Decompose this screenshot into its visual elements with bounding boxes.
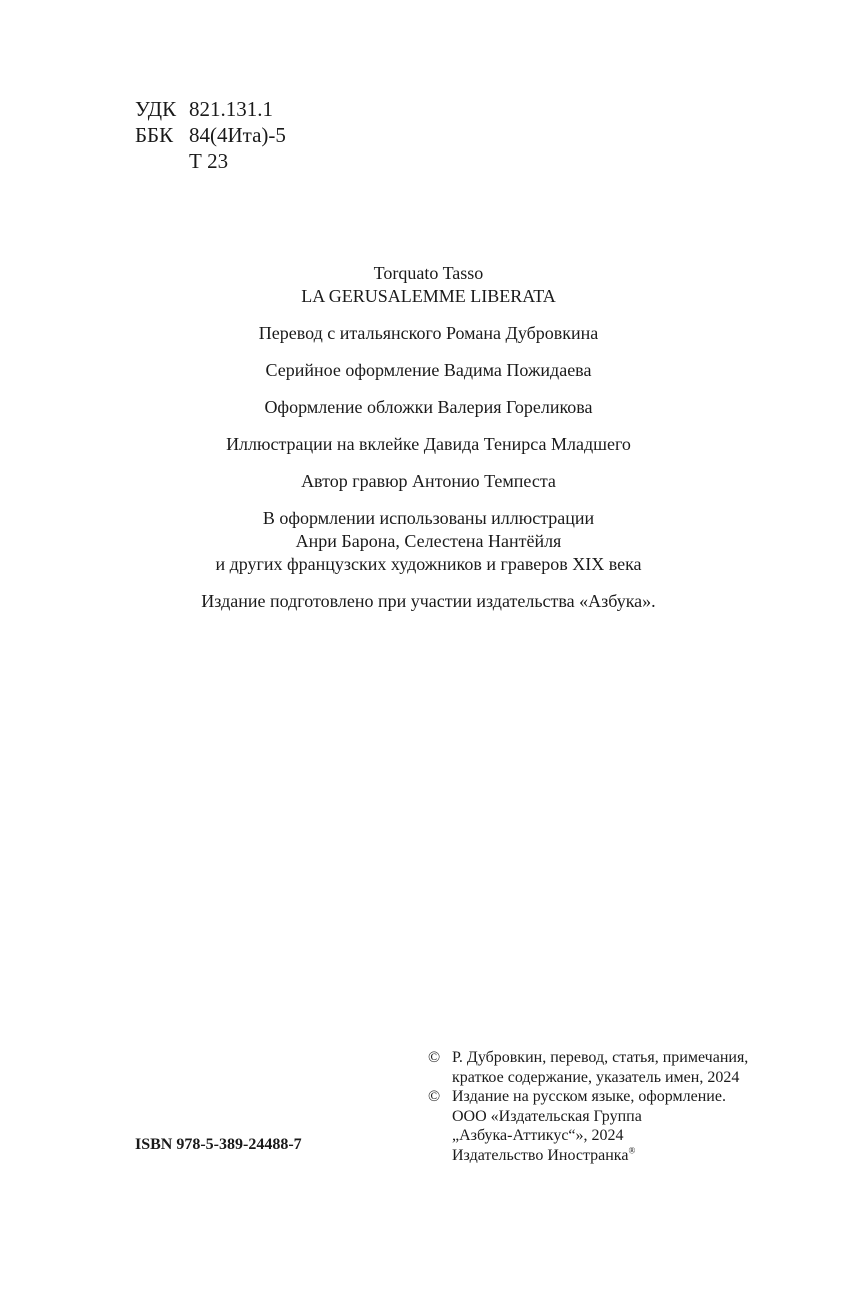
copyright-icon: © <box>428 1049 441 1066</box>
bbk-value: 84(4Ита)-5 <box>189 123 286 147</box>
credit-series-design <box>0 359 857 382</box>
credit-engravings <box>0 470 857 493</box>
credit-line: Серийное оформление Вадима Пожидаева <box>265 360 592 380</box>
bbk-row <box>135 122 286 148</box>
copyright-icon: © <box>428 1088 441 1105</box>
isbn: ISBN 978-5-389-24488-7 <box>135 1136 302 1153</box>
copyright-line: Р. Дубровкин, перевод, статья, примечания, <box>452 1049 749 1066</box>
publisher-note: Издание подготовлено при участии издательства «Азбука». <box>201 591 656 611</box>
classification-block <box>135 96 286 174</box>
illustrations-note-line: и других французских художников и граверов XIX века <box>215 554 642 574</box>
copyright-line: краткое содержание, указатель имен, 2024 <box>452 1068 740 1086</box>
original-title-group <box>0 262 857 308</box>
illustrations-note-line: В оформлении использованы иллюстрации <box>262 508 595 528</box>
credit-line: Иллюстрации на вклейке Давида Тенирса Младшего <box>226 434 631 454</box>
author-mark: Т 23 <box>189 149 229 173</box>
publisher-name: Издательство Иностранка <box>452 1146 629 1164</box>
credit-insert-illustrations <box>0 433 857 456</box>
bbk-label: ББК <box>135 123 174 147</box>
copyright-block <box>428 1048 748 1165</box>
original-author: Torquato Tasso <box>373 263 484 283</box>
copyright-entry-translation <box>428 1048 748 1087</box>
credits-block <box>0 262 857 627</box>
copyright-entry-edition <box>428 1087 748 1165</box>
credit-translation <box>0 322 857 345</box>
udk-row <box>135 96 286 122</box>
udk-value: 821.131.1 <box>189 97 273 121</box>
copyright-line: ООО «Издательская Группа <box>452 1107 642 1125</box>
credit-cover-design <box>0 396 857 419</box>
copyright-line: Издание на русском языке, оформление. <box>452 1088 726 1105</box>
registered-trademark-icon: ® <box>628 1145 636 1156</box>
credit-line: Перевод с итальянского Романа Дубровкина <box>258 323 599 343</box>
illustrations-note <box>0 507 857 576</box>
author-mark-row <box>135 148 286 174</box>
copyright-line: „Азбука-Аттикус“», 2024 <box>452 1127 624 1144</box>
credit-line: Оформление обложки Валерия Гореликова <box>264 397 593 417</box>
illustrations-note-line: Анри Барона, Селестена Нантёйля <box>295 531 562 551</box>
publisher-note-group <box>0 590 857 613</box>
original-title: LA GERUSALEMME LIBERATA <box>301 286 556 306</box>
copyright-publisher-line <box>452 1146 726 1166</box>
udk-label: УДК <box>135 97 177 121</box>
credit-line: Автор гравюр Антонио Темпеста <box>301 471 556 491</box>
